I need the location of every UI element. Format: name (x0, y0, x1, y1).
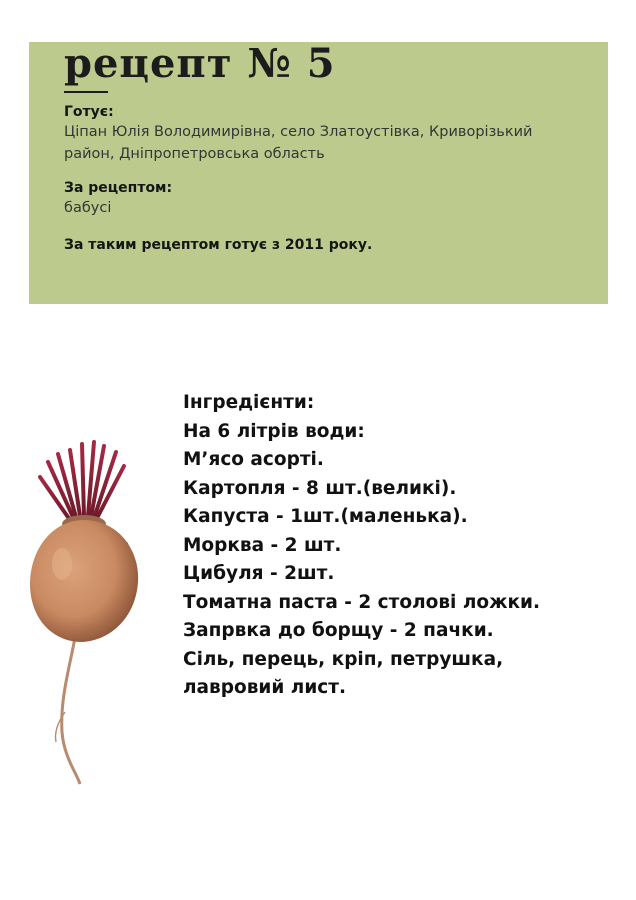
ingredients-list (183, 389, 540, 703)
beetroot-icon (18, 432, 148, 792)
ingredient-line: М’ясо асорті. (183, 449, 324, 470)
source-label: За рецептом: (64, 180, 173, 196)
ingredients-heading: Інгредієнти: (183, 392, 315, 413)
since-note: За таким рецептом готує з 2011 року. (64, 237, 373, 253)
ingredient-line: Запрвка до борщу - 2 пачки. (183, 620, 494, 641)
cook-label: Готує: (64, 104, 114, 120)
title-underline (64, 91, 108, 93)
ingredient-line: Морква - 2 шт. (183, 534, 342, 556)
source-value: бабусі (64, 200, 112, 216)
ingredient-line: Томатна паста - 2 столові ложки. (183, 591, 541, 613)
ingredient-line: Сіль, перець, кріп, петрушка, (183, 648, 504, 670)
ingredient-line: Капуста - 1шт.(маленька). (183, 506, 468, 527)
ingredient-line: лавровий лист. (183, 677, 346, 698)
recipe-title: рецепт № 5 (64, 40, 336, 87)
ingredient-line: Картопля - 8 шт.(великі). (183, 477, 457, 499)
ingredient-line: На 6 літрів води: (183, 420, 365, 442)
ingredient-line: Цибуля - 2шт. (183, 563, 335, 584)
cook-value: Ціпан Юлія Володимирівна, село Златоустівка, Криворізький район, Дніпропетровська область (64, 124, 533, 162)
